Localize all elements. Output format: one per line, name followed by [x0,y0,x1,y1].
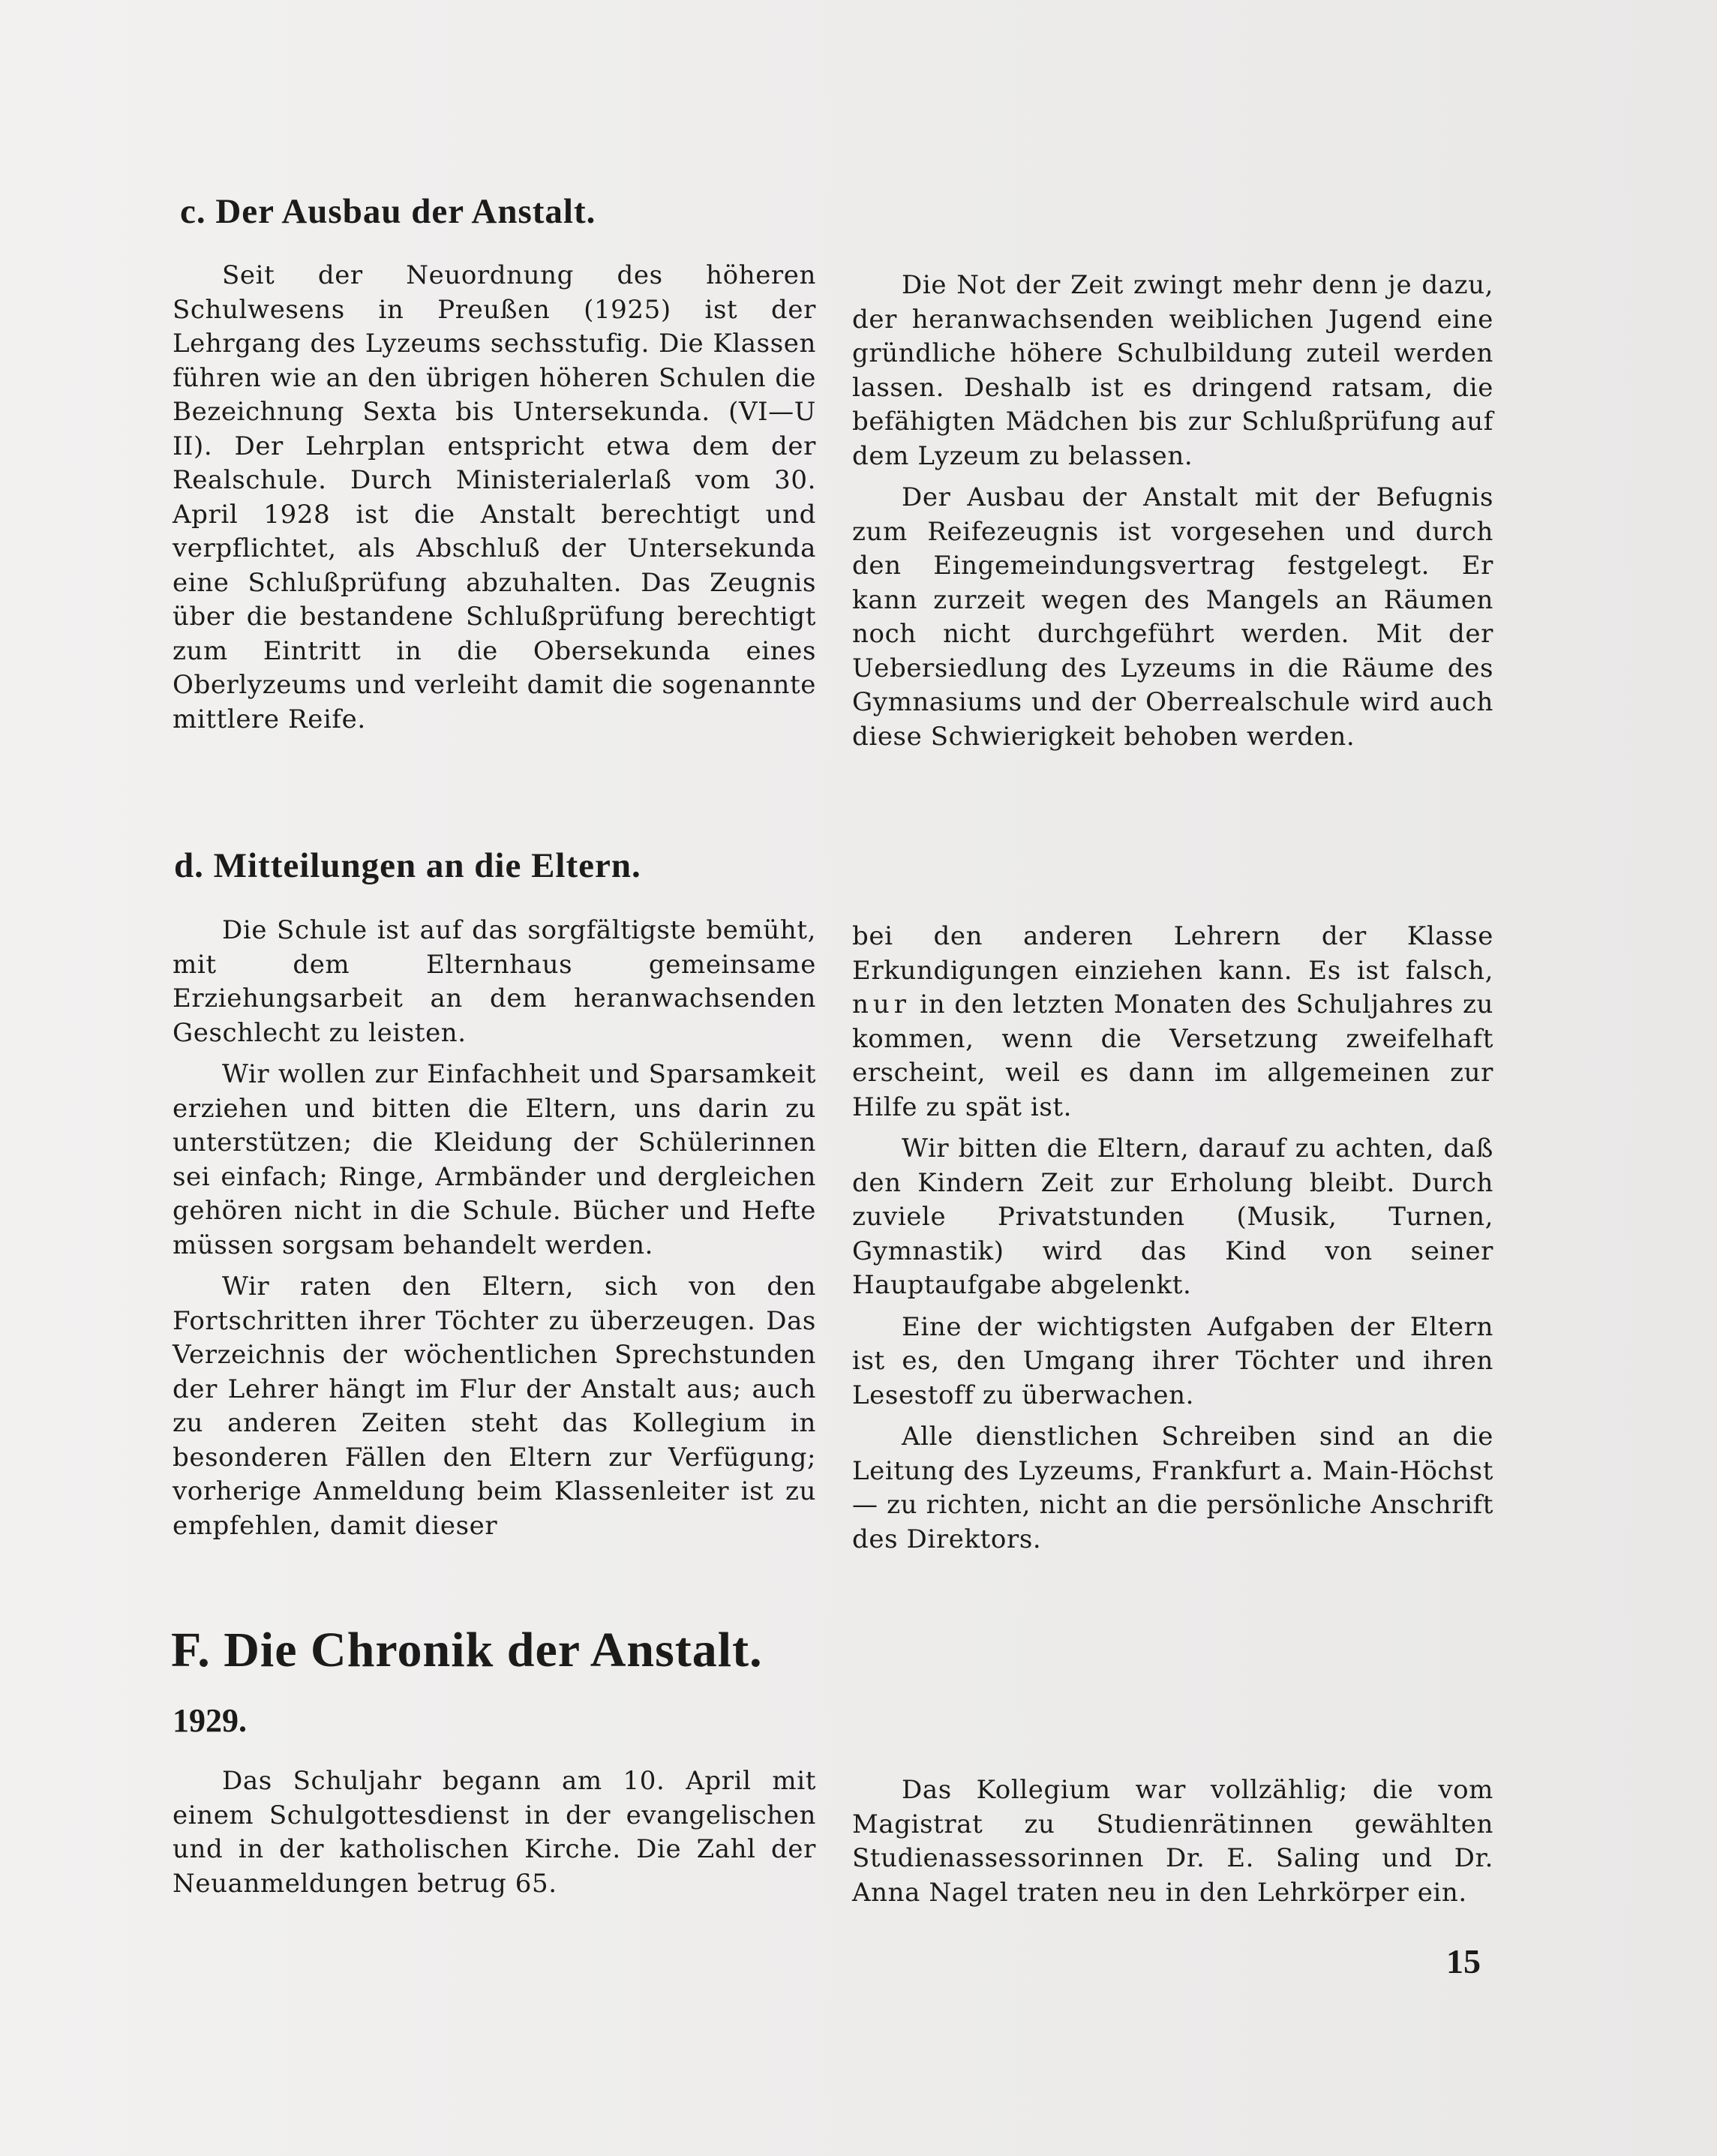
continuation-text-2: in den letzten Monaten des Schuljahres zu kommen, wenn die Versetzung zweifelhaft erscheint, weil es dann im allgemeinen zur Hilfe zu spät ist. [852,989,1493,1122]
page-number: 15 [1446,1942,1481,1980]
section-d-paragraph-4: Wir bitten die Eltern, darauf zu achten, daß den Kindern Zeit zur Erholung bleibt. Durch zuviele Privatstunden (Musik, Turnen, Gymnastik) wird das Kind von seiner Hauptaufgabe abgelenkt. [852,1134,1493,1300]
section-f-left-text [173,1764,816,1901]
section-d-left-text [173,914,816,1543]
section-c-text [173,259,816,737]
section-d-heading: d. Mitteilungen an die Eltern. [174,846,641,885]
section-c-heading: c. Der Ausbau der Anstalt. [180,192,596,231]
emphasis-nur: nur [852,989,911,1019]
section-f-right-text [852,1773,1493,1910]
section-d-paragraph-3: Wir raten den Eltern, sich von den Fortschritten ihrer Töchter zu überzeugen. Das Verzeichnis der wöchentlichen Sprechstunden der Lehrer hängt im Flur der Anstalt aus; auch zu anderen Zeiten steht das Kollegium in besonderen Fällen den Eltern zur Verfügung; vorherige Anmeldung beim Klassenleiter ist zu empfehlen, damit dieser [173,1272,816,1541]
section-d-paragraph-2: Wir wollen zur Einfachheit und Sparsamkeit erziehen und bitten die Eltern, uns darin zu unterstützen; die Kleidung der Schülerinnen sei einfach; Ringe, Armbänder und dergleichen gehören nicht in die Schule. Bücher und Hefte müssen sorgsam behandelt werden. [173,1059,816,1260]
section-c-right-text [852,269,1493,754]
continuation-text: bei den anderen Lehrern der Klasse Erkundigungen einziehen kann. Es ist falsch, [852,921,1493,986]
section-d-right-text [852,920,1493,1557]
chronicle-year: 1929. [173,1702,247,1739]
section-d-paragraph-1: Die Schule ist auf das sorgfältigste bemüht, mit dem Elternhaus gemeinsame Erziehungsarbeit an dem heranwachsenden Geschlecht zu leisten. [173,915,816,1048]
section-f-paragraph-1: Das Schuljahr begann am 10. April mit einem Schulgottesdienst in der evangelischen und in der katholischen Kirche. Die Zahl der Neuanmeldungen betrug 65. [173,1766,816,1899]
section-c-paragraph-1: Seit der Neuordnung des höheren Schulwesens in Preußen (1925) ist der Lehrgang des Lyzeums sechsstufig. Die Klassen führen wie an den übrigen höheren Schulen die Bezeichnung Sexta bis Untersekunda. (VI—U II). Der Lehrplan entspricht etwa dem der Realschule. Durch Ministerialerlaß vom 30. April 1928 ist die Anstalt berechtigt und verpflichtet, als Abschluß der Untersekunda eine Schlußprüfung abzuhalten. Das Zeugnis über die bestandene Schlußprüfung berechtigt zum Eintritt in die Obersekunda eines Oberlyzeums und verleiht damit die sogenannte mittlere Reife. [173,260,816,734]
section-d-paragraph-6: Alle dienstlichen Schreiben sind an die Leitung des Lyzeums, Frankfurt a. Main-Höchst — zu richten, nicht an die persönliche Anschrift des Direktors. [852,1422,1493,1554]
section-f-heading: F. Die Chronik der Anstalt. [171,1623,763,1677]
section-d-paragraph-3-continued [852,920,1493,1125]
section-f-paragraph-2: Das Kollegium war vollzählig; die vom Magistrat zu Studienrätinnen gewählten Studienassessorinnen Dr. E. Saling und Dr. Anna Nagel traten neu in den Lehrkörper ein. [852,1775,1493,1908]
section-c-paragraph-3: Der Ausbau der Anstalt mit der Befugnis zum Reifezeugnis ist vorgesehen und durch den Eingemeindungsvertrag festgelegt. Er kann zurzeit wegen des Mangels an Räumen noch nicht durchgeführt werden. Mit der Uebersiedlung des Lyzeums in die Räume des Gymnasiums und der Oberrealschule wird auch diese Schwierigkeit behoben werden. [852,482,1493,752]
section-c-paragraph-2: Die Not der Zeit zwingt mehr denn je dazu, der heranwachsenden weiblichen Jugend eine gründliche höhere Schulbildung zuteil werden lassen. Deshalb ist es dringend ratsam, die befähigten Mädchen bis zur Schlußprüfung auf dem Lyzeum zu belassen. [852,270,1493,471]
section-d-paragraph-5: Eine der wichtigsten Aufgaben der Eltern ist es, den Umgang ihrer Töchter und ihren Lesestoff zu überwachen. [852,1311,1493,1410]
